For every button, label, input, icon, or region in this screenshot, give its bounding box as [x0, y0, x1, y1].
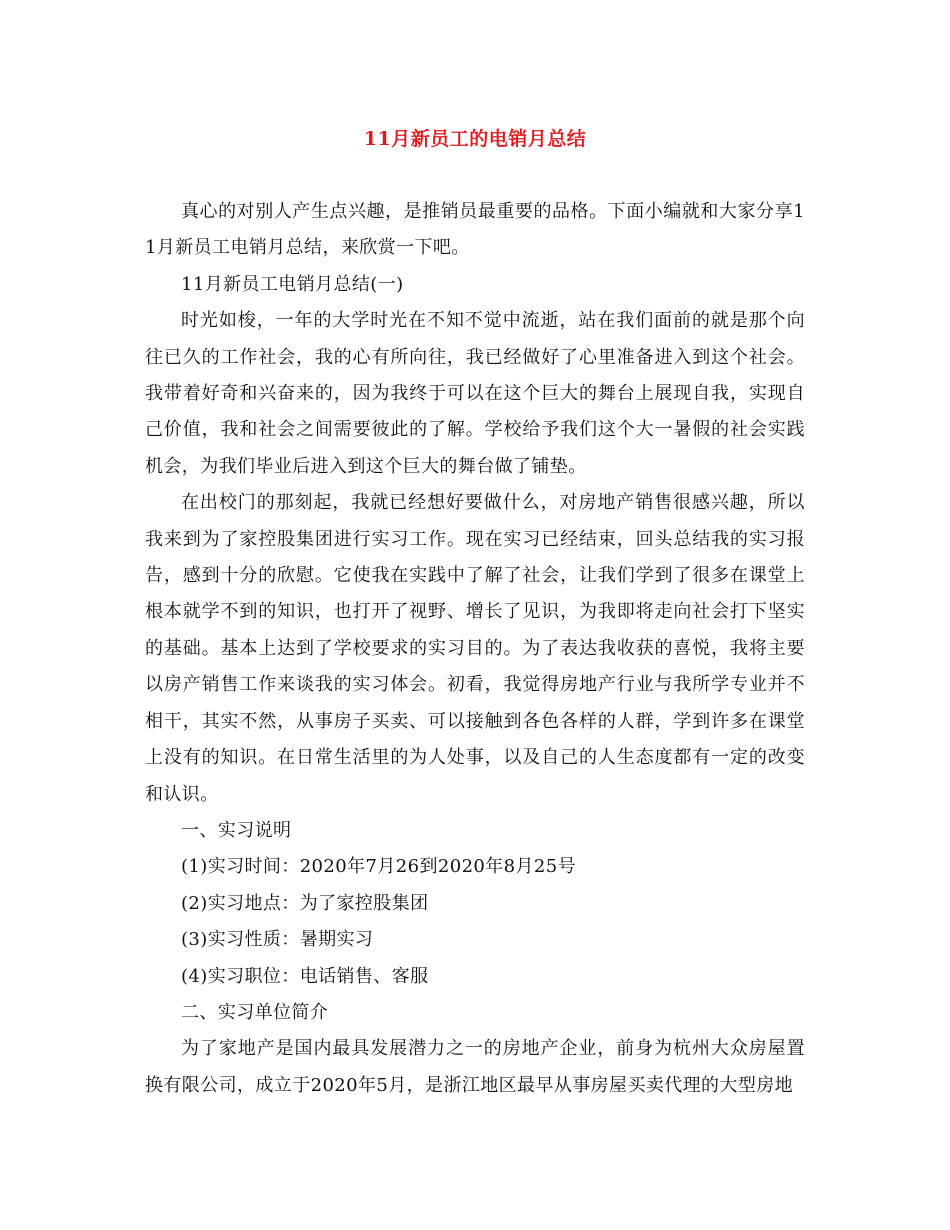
section-heading-part-one: 11月新员工电销月总结(一) [181, 273, 404, 295]
body-paragraph: 为了家地产是国内最具发展潜力之一的房地产企业，前身为杭州大众房屋置换有限公司，成立于2020年5月，是浙江地区最早从事房屋买卖代理的大型房地 [145, 1038, 805, 1096]
body-paragraph: 在出校门的那刻起，我就已经想好要做什么，对房地产销售很感兴趣，所以我来到为了家控股集团进行实习工作。现在实习已经结束，回头总结我的实习报告，感到十分的欣慰。它使我在实践中了解了社会，让我们学到了很多在课堂上根本就学不到的知识，也打开了视野、增长了见识，为我即将走向社会打下坚实的基础。基本上达到了学校要求的实习目的。为了表达我收获的喜悦，我将主要以房产销售工作来谈我的实习体会。初看，我觉得房地产行业与我所学专业并不相干，其实不然，从事房子买卖、可以接触到各色各样的人群，学到许多在课堂上没有的知识。在日常生活里的为人处事，以及自己的人生态度都有一定的改变和认识。 [145, 492, 805, 805]
list-item-internship-position: (4)实习职位：电话销售、客服 [181, 965, 429, 987]
list-item-internship-time: (1)实习时间：2020年7月26到2020年8月25号 [181, 856, 577, 878]
list-item-internship-nature: (3)实习性质：暑期实习 [181, 929, 374, 951]
document-title: 11月新员工的电销月总结 [363, 128, 587, 150]
section-heading-company-intro: 二、实习单位简介 [181, 1001, 329, 1023]
section-heading-internship-description: 一、实习说明 [181, 819, 292, 841]
document-body [145, 194, 805, 1104]
list-item-internship-location: (2)实习地点：为了家控股集团 [181, 892, 429, 914]
intro-paragraph: 真心的对别人产生点兴趣，是推销员最重要的品格。下面小编就和大家分享11月新员工电销月总结，来欣赏一下吧。 [145, 201, 805, 259]
body-paragraph: 时光如梭，一年的大学时光在不知不觉中流逝，站在我们面前的就是那个向往已久的工作社会，我的心有所向往，我已经做好了心里准备进入到这个社会。我带着好奇和兴奋来的，因为我终于可以在这个巨大的舞台上展现自我，实现自己价值，我和社会之间需要彼此的了解。学校给予我们这个大一暑假的社会实践机会，为我们毕业后进入到这个巨大的舞台做了铺垫。 [145, 310, 805, 477]
